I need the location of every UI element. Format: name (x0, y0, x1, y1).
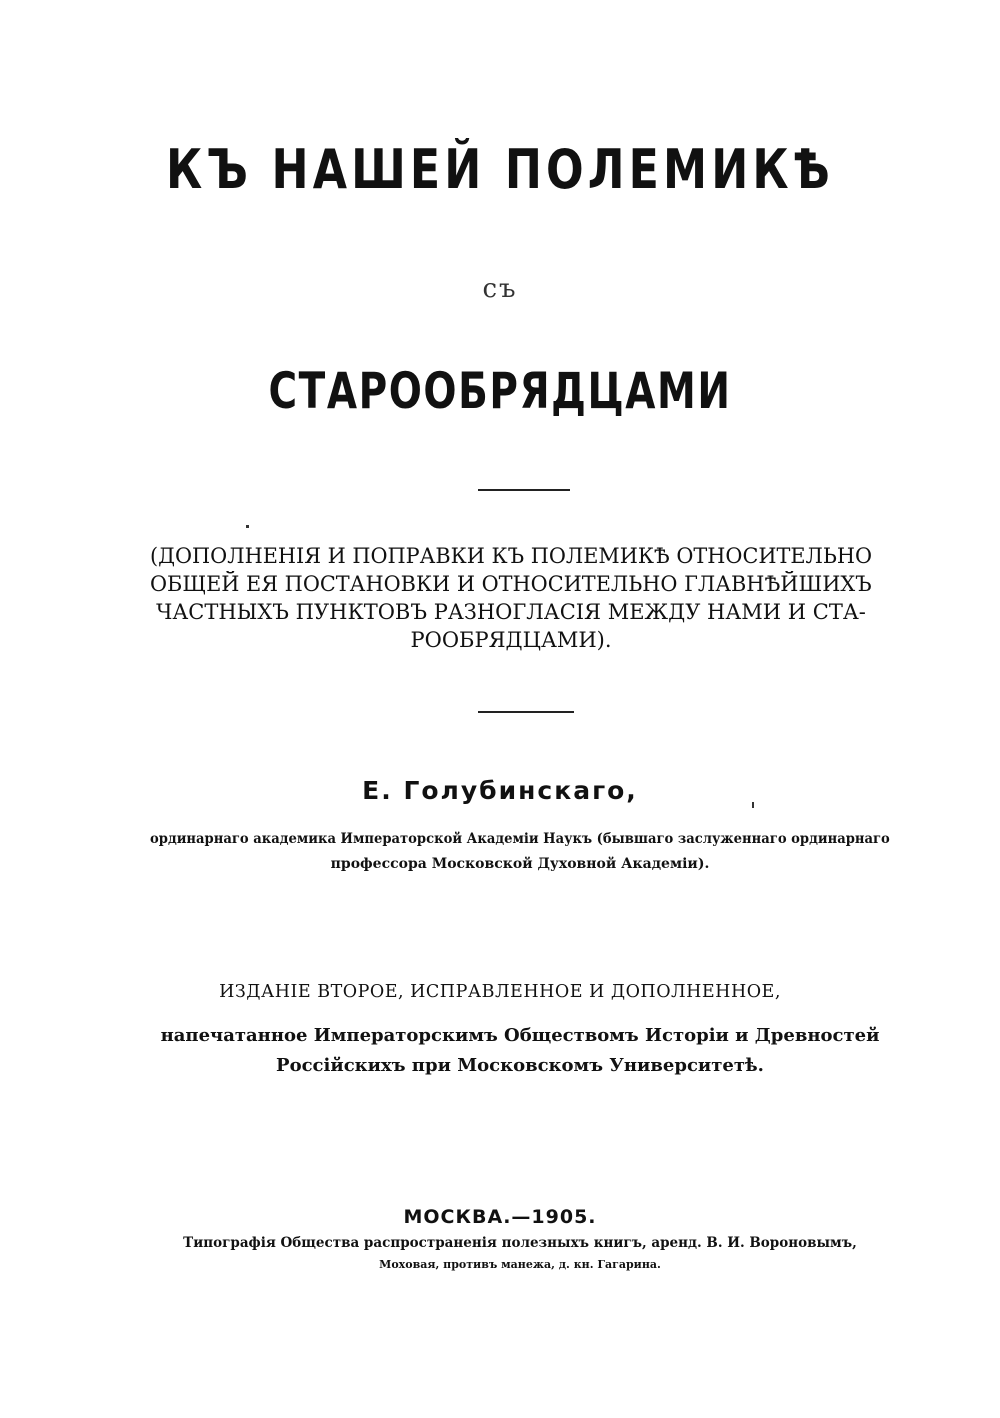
subtitle-line: (ДОПОЛНЕНІЯ И ПОПРАВКИ КЪ ПОЛЕМИКѢ ОТНОСИТЕЛЬНО (150, 544, 873, 568)
author-description-line: профессора Московской Духовной Академіи). (330, 856, 710, 872)
publisher-note-line: Россійскихъ при Московскомъ Университетѣ. (276, 1055, 764, 1076)
subtitle-line: ОБЩЕЙ ЕЯ ПОСТАНОВКИ И ОТНОСИТЕЛЬНО ГЛАВНѢЙШИХЪ (150, 572, 872, 596)
print-speck (246, 525, 249, 528)
print-speck (752, 802, 754, 808)
title-connector: съ (482, 274, 518, 304)
author-name: Е. Голубинскаго, (362, 776, 638, 805)
divider-rule (478, 711, 574, 713)
publisher-note (150, 1021, 890, 1081)
main-title: КЪ НАШЕЙ ПОЛЕМИКѢ (166, 138, 834, 201)
author-description (150, 827, 890, 877)
divider-rule (478, 489, 570, 491)
printing-house-address: Моховая, противъ манежа, д. кн. Гагарина. (379, 1258, 661, 1271)
subtitle-line: ЧАСТНЫХЪ ПУНКТОВЪ РАЗНОГЛАСІЯ МЕЖДУ НАМИ И СТА- (156, 600, 866, 624)
publisher-note-line: напечатанное Императорскимъ Обществомъ Исторіи и Древностей (160, 1025, 880, 1046)
subtitle-line: РООБРЯДЦАМИ). (410, 628, 612, 652)
subtitle-block (150, 542, 872, 654)
edition-note: ИЗДАНІЕ ВТОРОЕ, ИСПРАВЛЕННОЕ И ДОПОЛНЕННОЕ, (219, 982, 781, 1002)
printing-house (150, 1232, 890, 1276)
sub-title: СТАРООБРЯДЦАМИ (268, 362, 732, 420)
city-year: МОСКВА.—1905. (403, 1206, 597, 1228)
printing-house-line: Типографія Общества распространенія полезныхъ книгъ, аренд. В. И. Вороновымъ, (183, 1235, 857, 1251)
author-description-line: ординарнаго академика Императорской Академіи Наукъ (бывшаго заслуженнаго ординарнаго (150, 831, 890, 847)
